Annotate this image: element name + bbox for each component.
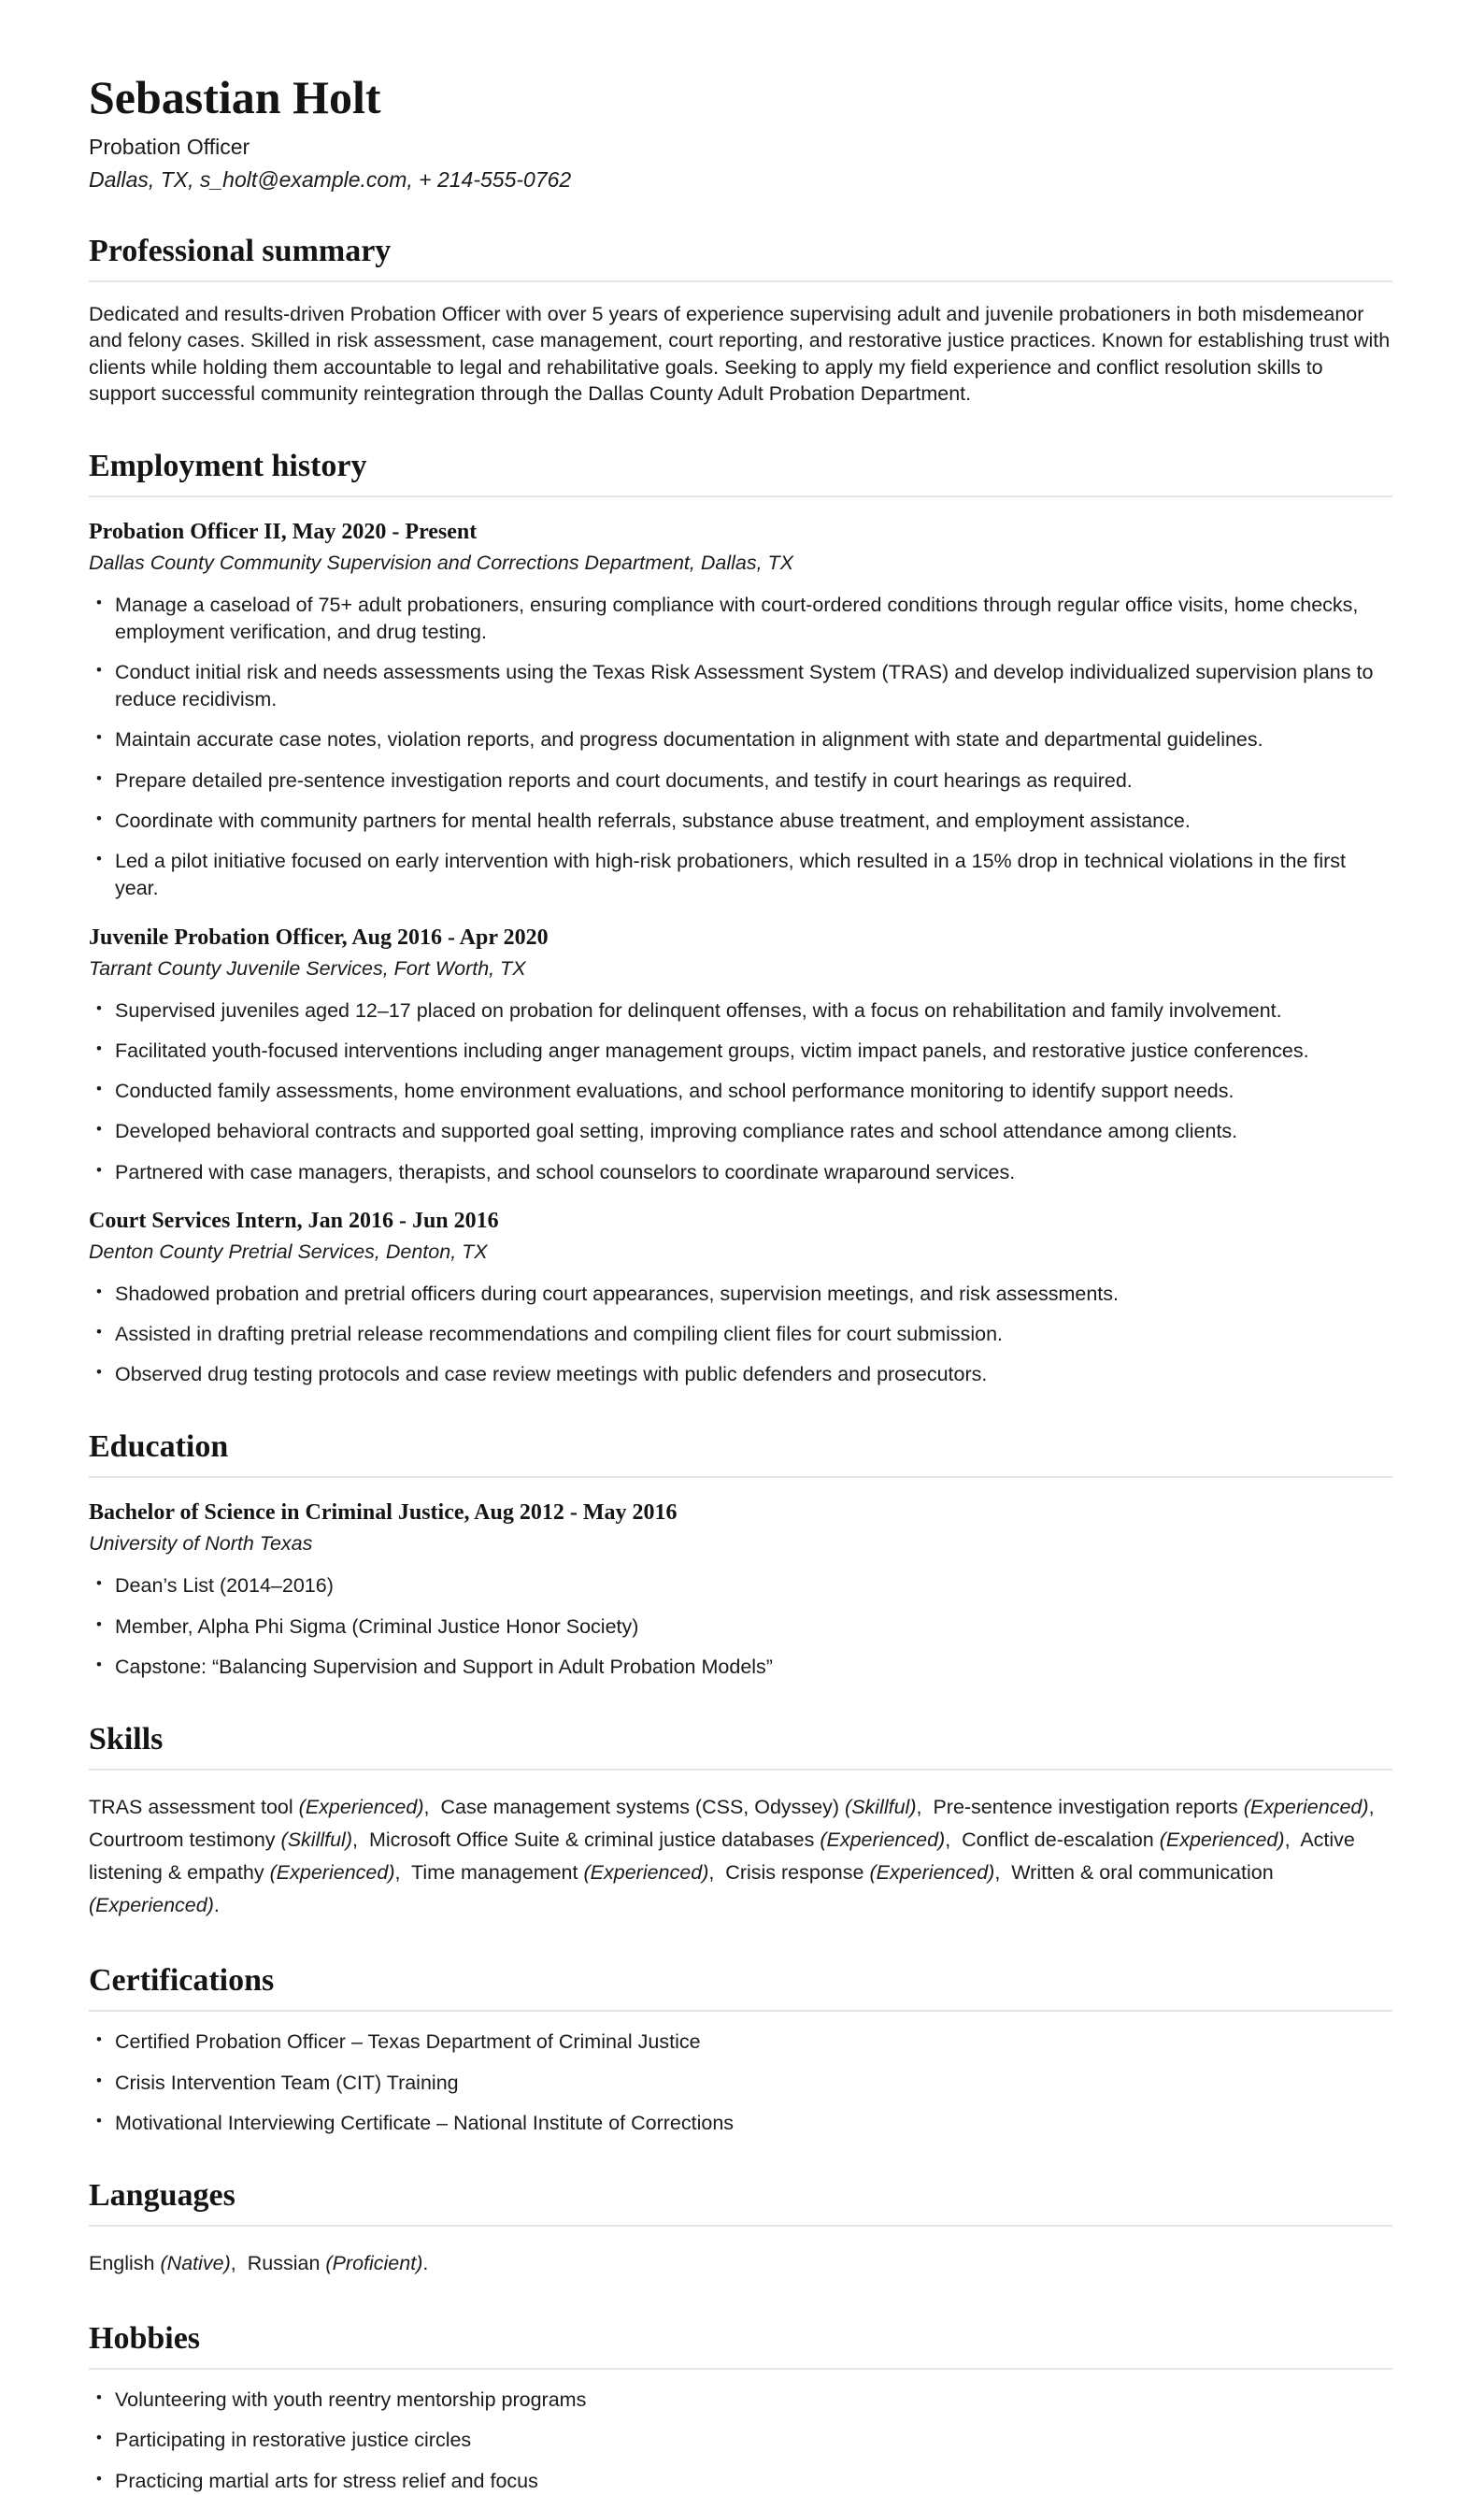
certification-bullet: • Motivational Interviewing Certificate – National Institute of Corrections — [89, 2110, 1392, 2137]
skill-level: ( Experienced ) — [270, 1861, 395, 1884]
skill-item: Time management ( Experienced ) , — [411, 1861, 720, 1884]
skill-item: Written & oral communication ( Experienced ) . — [89, 1861, 1274, 1916]
job-bullet: • Led a pilot initiative focused on early intervention with high-risk probationers, which resulted in a 15% drop in technical violations in the first year. — [89, 848, 1392, 902]
job-bullet: • Conducted family assessments, home environment evaluations, and school performance monitoring to identify support needs. — [89, 1078, 1392, 1105]
skill-item: Crisis response ( Experienced ) , — [725, 1861, 1006, 1884]
job-bullet-list — [89, 592, 1392, 903]
section-employment-history — [89, 449, 1392, 1389]
education-heading: Education — [89, 1429, 1392, 1478]
education-bullet: • Capstone: “Balancing Supervision and Support in Adult Probation Models” — [89, 1654, 1392, 1681]
section-hobbies — [89, 2321, 1392, 2495]
hobbies-heading: Hobbies — [89, 2321, 1392, 2370]
job-bullet: • Manage a caseload of 75+ adult probationers, ensuring compliance with court-ordered conditions through regular office visits, home checks, employment verification, and drug testing. — [89, 592, 1392, 646]
job-bullet: • Supervised juveniles aged 12–17 placed on probation for delinquent offenses, with a focus on rehabilitation and family involvement. — [89, 997, 1392, 1025]
certifications-heading: Certifications — [89, 1963, 1392, 2012]
summary-heading: Professional summary — [89, 234, 1392, 282]
candidate-name: Sebastian Holt — [89, 71, 381, 123]
skill-level: ( Experienced ) — [1160, 1828, 1285, 1851]
hobby-bullet: • Volunteering with youth reentry mentorship programs — [89, 2387, 1392, 2414]
education-bullet-list — [89, 1572, 1392, 1681]
skill-item: TRAS assessment tool ( Experienced ) , — [89, 1796, 435, 1818]
job-company: Dallas County Community Supervision and Corrections Department, Dallas, TX — [89, 551, 794, 574]
education-entry — [89, 1500, 1392, 1681]
employment-heading: Employment history — [89, 449, 1392, 497]
skill-item: Microsoft Office Suite & criminal justice databases ( Experienced ) , — [369, 1828, 956, 1851]
contact-info: Dallas, TX, s_holt@example.com, + 214-555-0762 — [89, 167, 572, 192]
section-skills — [89, 1722, 1392, 1922]
certification-bullet: • Crisis Intervention Team (CIT) Training — [89, 2070, 1392, 2097]
section-languages — [89, 2178, 1392, 2280]
candidate-job-title: Probation Officer — [89, 135, 250, 159]
section-education — [89, 1429, 1392, 1681]
skill-level: ( Experienced ) — [583, 1861, 708, 1884]
skill-level: ( Experienced ) — [1244, 1796, 1369, 1818]
job-bullet: • Prepare detailed pre-sentence investigation reports and court documents, and testify in court hearings as required. — [89, 767, 1392, 795]
certification-bullet: • Certified Probation Officer – Texas Department of Criminal Justice — [89, 2029, 1392, 2056]
summary-text: Dedicated and results-driven Probation Officer with over 5 years of experience supervising adult and juvenile probationers in both misdemeanor and felony cases. Skilled in risk assessment, case management, court reporting, and restorative justice practices. Known for establishing trust with clients while holding them accountable to legal and rehabilitative goals. Seeking to apply my field experience and conflict resolution skills to support successful community reintegration through the Dallas County Adult Probation Department. — [89, 303, 1391, 406]
job-entry — [89, 1209, 1392, 1389]
language-level: ( Proficient ) — [325, 2252, 422, 2274]
skill-item: Pre-sentence investigation reports ( Experienced ) , — [933, 1796, 1379, 1818]
certifications-list — [89, 2029, 1392, 2137]
resume-header — [89, 71, 1392, 193]
hobby-bullet: • Practicing martial arts for stress relief and focus — [89, 2468, 1392, 2495]
job-bullet: • Coordinate with community partners for mental health referrals, substance abuse treatment, and employment assistance. — [89, 808, 1392, 835]
job-entry — [89, 925, 1392, 1186]
skill-level: ( Skillful ) — [845, 1796, 916, 1818]
skill-level: ( Experienced ) — [89, 1894, 214, 1916]
skill-level: ( Experienced ) — [869, 1861, 994, 1884]
hobby-bullet: • Participating in restorative justice circles — [89, 2427, 1392, 2454]
languages-heading: Languages — [89, 2178, 1392, 2227]
section-professional-summary — [89, 234, 1392, 408]
skill-item: Case management systems (CSS, Odyssey) ( Skillful ) , — [440, 1796, 927, 1818]
job-bullet-list — [89, 997, 1392, 1186]
skill-item: Conflict de-escalation ( Experienced ) , — [962, 1828, 1295, 1851]
degree-title: Bachelor of Science in Criminal Justice, Aug 2012 - May 2016 — [89, 1500, 678, 1526]
skill-level: ( Experienced ) — [820, 1828, 945, 1851]
skills-heading: Skills — [89, 1722, 1392, 1771]
job-company: Denton County Pretrial Services, Denton, TX — [89, 1240, 488, 1263]
skill-level: ( Skillful ) — [281, 1828, 352, 1851]
language-item: English ( Native ) , — [89, 2252, 242, 2274]
hobbies-list — [89, 2387, 1392, 2495]
languages-list — [89, 2247, 1392, 2280]
section-certifications — [89, 1963, 1392, 2137]
job-company: Tarrant County Juvenile Services, Fort Worth, TX — [89, 956, 526, 980]
job-title: Court Services Intern, Jan 2016 - Jun 2016 — [89, 1208, 499, 1233]
job-entry — [89, 520, 1392, 903]
language-item: Russian ( Proficient ) . — [248, 2252, 429, 2274]
job-bullet: • Conduct initial risk and needs assessments using the Texas Risk Assessment System (TRAS) and develop individualized supervision plans to reduce recidivism. — [89, 659, 1392, 713]
skills-list — [89, 1791, 1392, 1922]
skill-level: ( Experienced ) — [299, 1796, 424, 1818]
education-bullet: • Dean’s List (2014–2016) — [89, 1572, 1392, 1599]
job-bullet: • Observed drug testing protocols and case review meetings with public defenders and prosecutors. — [89, 1361, 1392, 1388]
job-title: Juvenile Probation Officer, Aug 2016 - Apr 2020 — [89, 925, 549, 950]
language-level: ( Native ) — [161, 2252, 231, 2274]
education-bullet: • Member, Alpha Phi Sigma (Criminal Justice Honor Society) — [89, 1613, 1392, 1641]
job-bullet: • Assisted in drafting pretrial release recommendations and compiling client files for court submission. — [89, 1321, 1392, 1348]
skill-item: Active listening & empathy ( Experienced ) , — [89, 1828, 1355, 1884]
job-bullet: • Facilitated youth-focused interventions including anger management groups, victim impact panels, and restorative justice conferences. — [89, 1038, 1392, 1065]
job-bullet-list — [89, 1281, 1392, 1389]
job-bullet: • Developed behavioral contracts and supported goal setting, improving compliance rates and school attendance among clients. — [89, 1118, 1392, 1145]
job-bullet: • Partnered with case managers, therapists, and school counselors to coordinate wraparound services. — [89, 1159, 1392, 1186]
skill-item: Courtroom testimony ( Skillful ) , — [89, 1828, 364, 1851]
job-bullet: • Maintain accurate case notes, violation reports, and progress documentation in alignment with state and departmental guidelines. — [89, 726, 1392, 753]
job-title: Probation Officer II, May 2020 - Present — [89, 519, 478, 544]
job-bullet: • Shadowed probation and pretrial officers during court appearances, supervision meetings, and risk assessments. — [89, 1281, 1392, 1308]
school-name: University of North Texas — [89, 1532, 313, 1556]
